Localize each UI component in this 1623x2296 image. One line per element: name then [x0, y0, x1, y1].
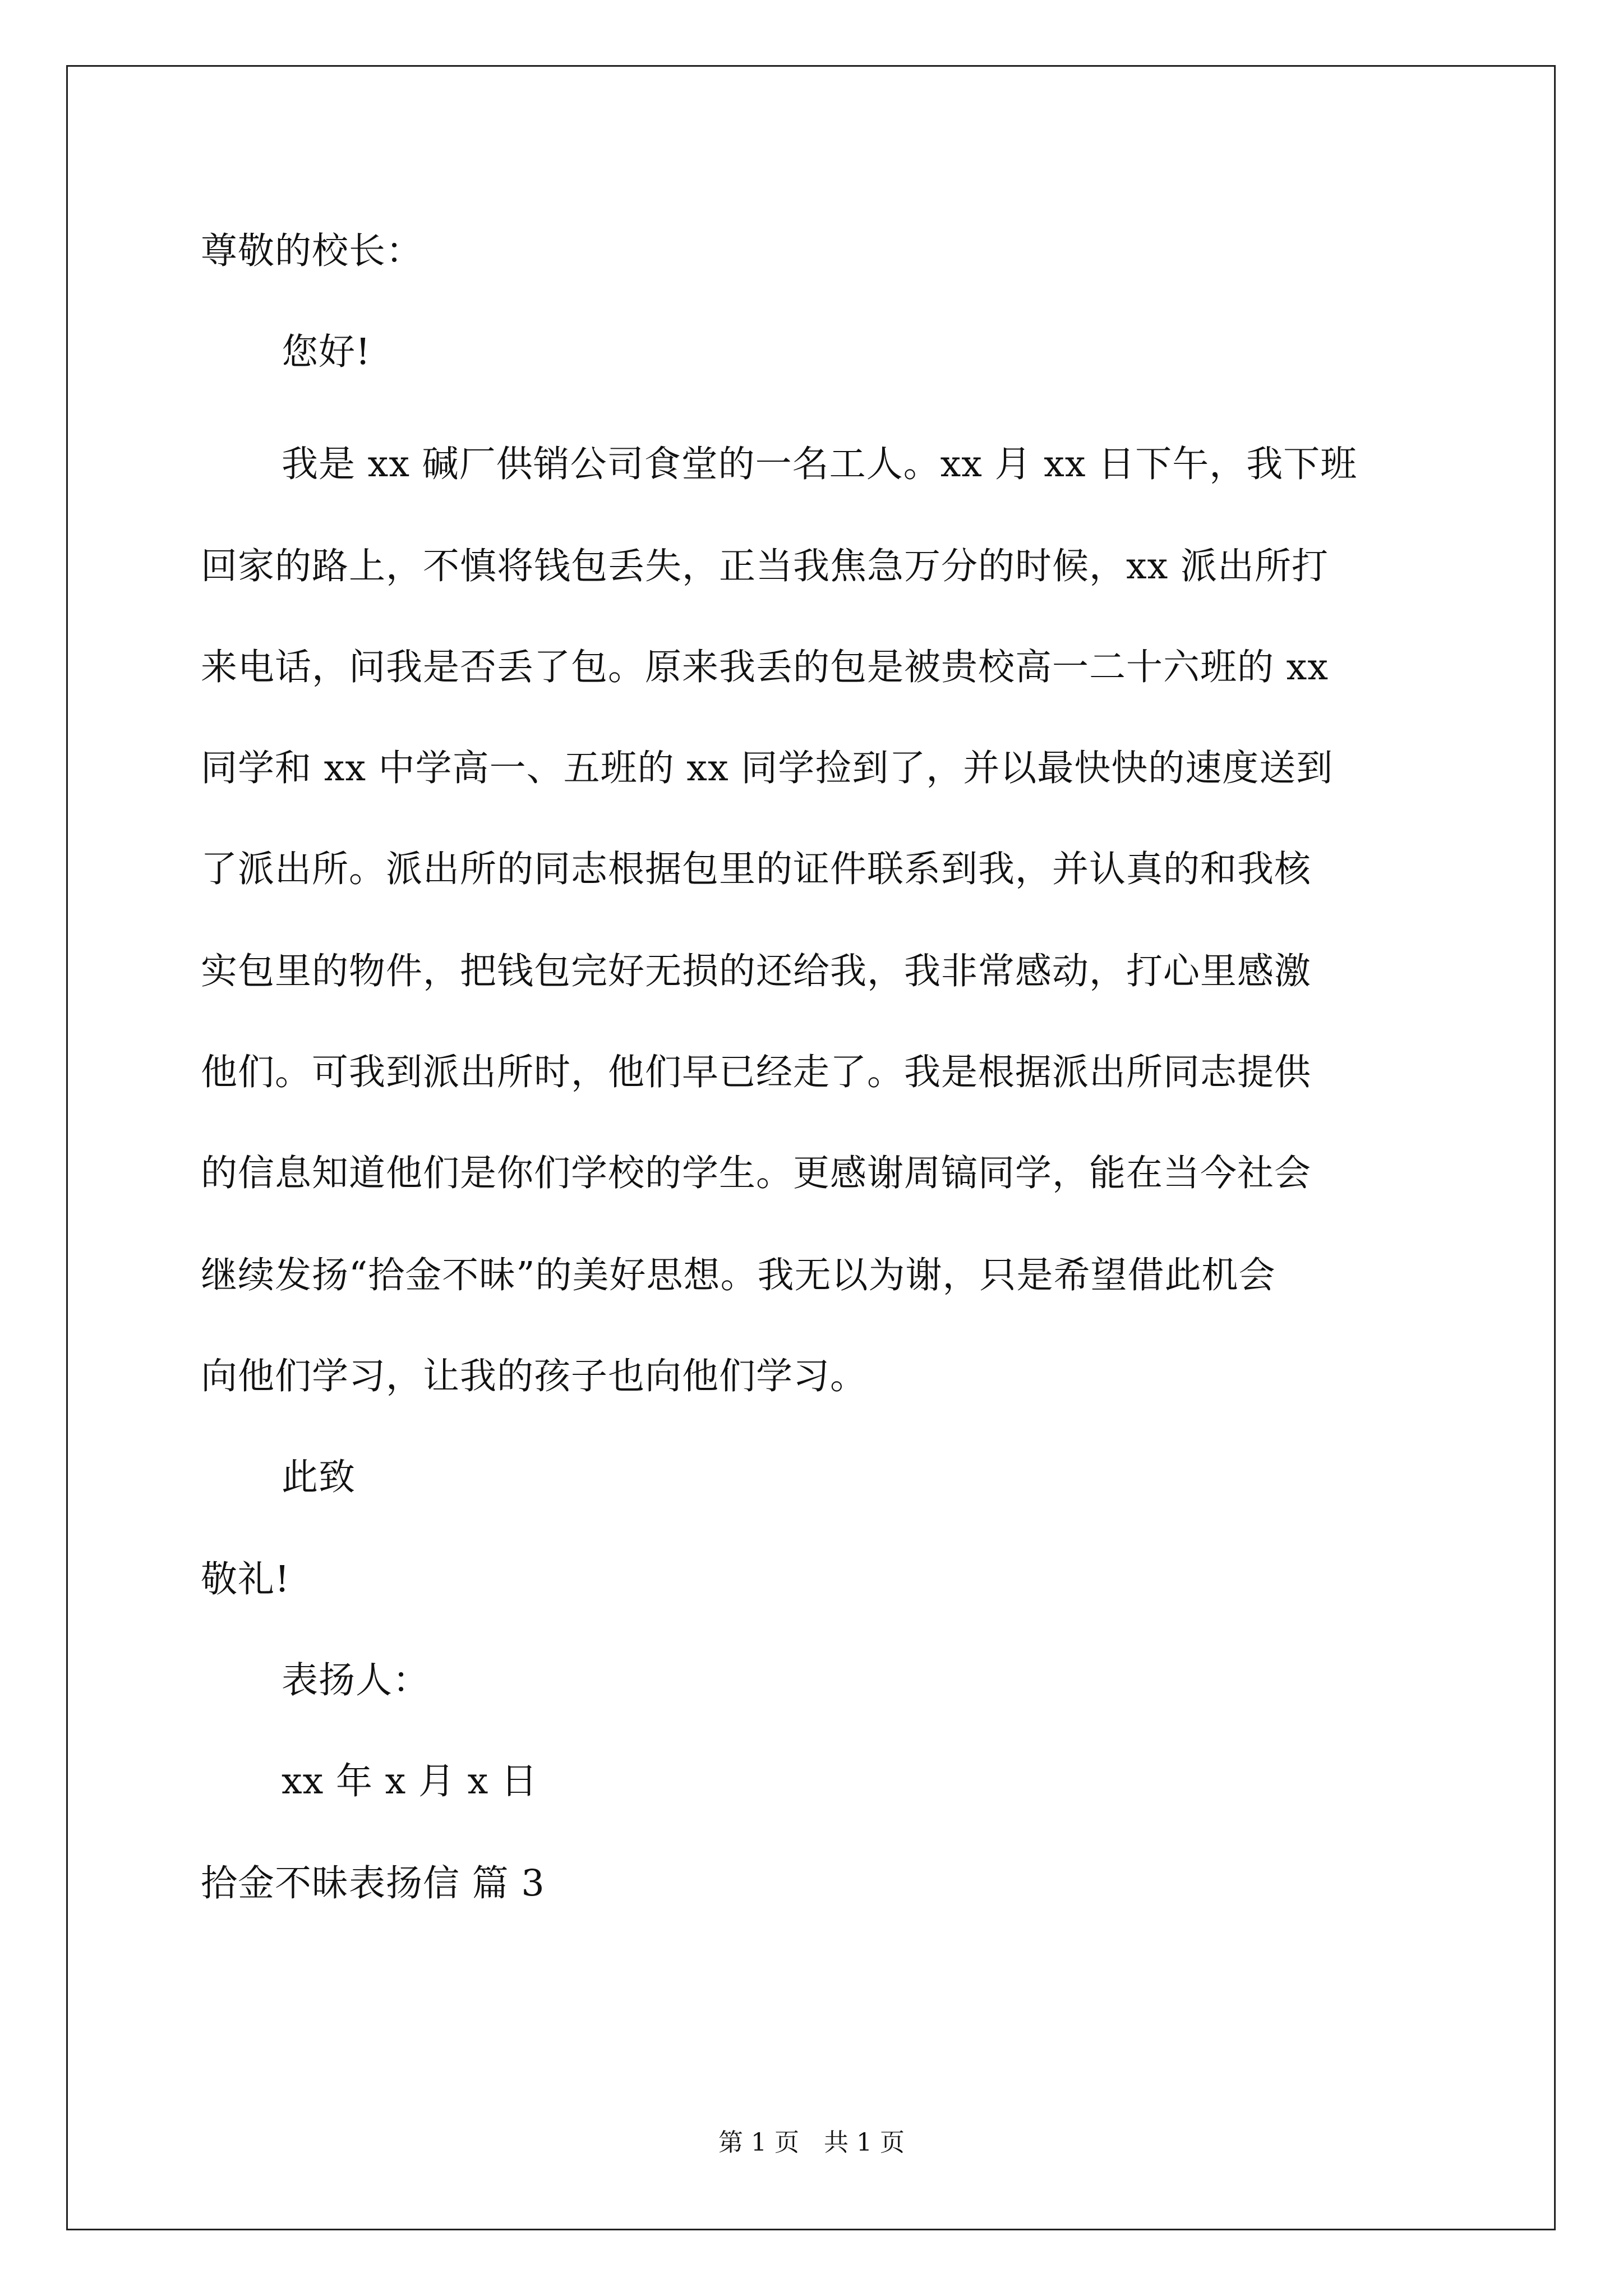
greeting: 您好! — [282, 331, 371, 373]
closing-zhici: 此致 — [282, 1456, 356, 1498]
body-line: 来电话，问我是否丢了包。原来我丢的包是被贵校高一二十六班的 xx — [201, 646, 1329, 688]
letter-date: xx 年 x 月 x 日 — [282, 1760, 538, 1802]
closing-jingli: 敬礼! — [201, 1558, 291, 1600]
body-line: 他们。可我到派出所时，他们早已经走了。我是根据派出所同志提供 — [201, 1051, 1312, 1093]
page-number-footer: 第 1 页 共 1 页 — [718, 2128, 905, 2157]
next-section-heading: 拾金不昧表扬信 篇 3 — [201, 1862, 545, 1904]
body-line: 同学和 xx 中学高一、五班的 xx 同学捡到了，并以最快快的速度送到 — [201, 747, 1334, 789]
body-line: 了派出所。派出所的同志根据包里的证件联系到我，并认真的和我核 — [201, 848, 1312, 890]
body-line: 继续发扬“拾金不昧”的美好思想。我无以为谢，只是希望借此机会 — [201, 1254, 1276, 1296]
salutation: 尊敬的校长： — [201, 230, 423, 272]
body-line: 的信息知道他们是你们学校的学生。更感谢周镐同学，能在当今社会 — [201, 1152, 1312, 1194]
body-line: 向他们学习，让我的孩子也向他们学习。 — [201, 1355, 868, 1397]
body-line: 回家的路上，不慎将钱包丢失，正当我焦急万分的时候，xx 派出所打 — [201, 545, 1329, 587]
signer-label: 表扬人： — [282, 1659, 430, 1701]
body-line: 实包里的物件，把钱包完好无损的还给我，我非常感动，打心里感激 — [201, 950, 1312, 992]
body-line: 我是 xx 碱厂供销公司食堂的一名工人。xx 月 xx 日下午，我下班 — [282, 443, 1358, 485]
